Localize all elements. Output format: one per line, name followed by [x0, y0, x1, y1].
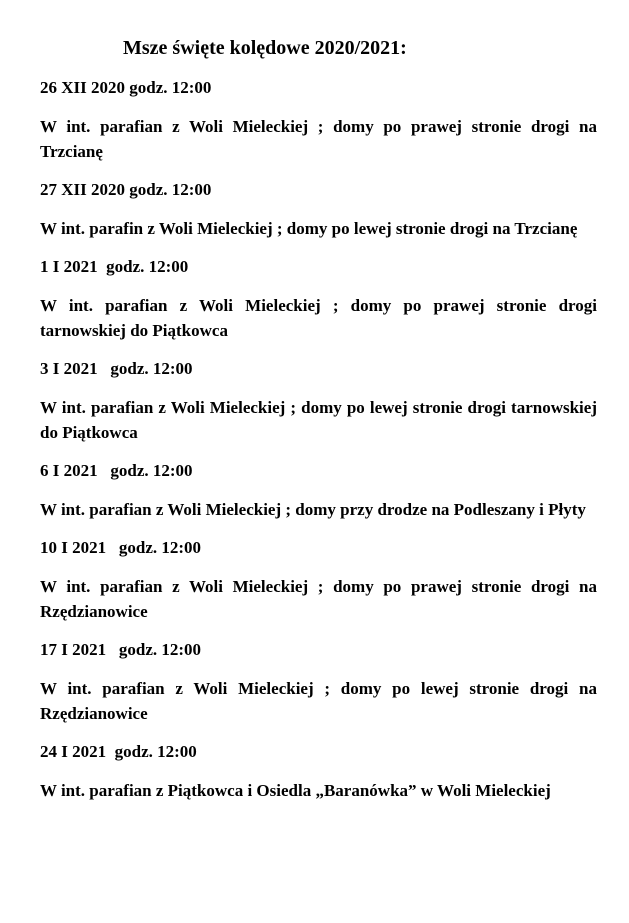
mass-intention: [40, 114, 597, 164]
mass-date: 17 I 2021 godz. 12:00: [40, 640, 202, 659]
mass-date: 27 XII 2020 godz. 12:00: [40, 180, 212, 199]
intention-line: tarnowskiej do Piątkowca: [40, 398, 597, 442]
intention-line: na Podleszany i Płyty: [431, 500, 586, 519]
intention-line: W int. parafian z Piątkowca i Osiedla „Baranówka”: [40, 781, 417, 800]
mass-intention: [40, 676, 597, 726]
intention-line: na Trzcianę: [492, 219, 578, 238]
intention-line: w Woli Mieleckiej: [420, 781, 551, 800]
intention-line: na Rzędzianowice: [40, 679, 597, 723]
mass-intention: [40, 778, 597, 803]
intention-line: na Rzędzianowice: [40, 577, 598, 621]
intention-line: W int. parafian z Woli Mieleckiej ; domy przy drodze: [40, 500, 428, 519]
mass-date: 1 I 2021 godz. 12:00: [40, 257, 189, 276]
mass-intention: [40, 574, 597, 624]
intention-line: W int. parafian z Woli Mieleckiej ; domy po prawej stronie drogi: [40, 117, 570, 136]
mass-entry: [40, 357, 597, 445]
intention-line: W int. parafin z Woli Mieleckiej ; domy po lewej stronie drogi: [40, 219, 489, 238]
intention-line: W int. parafian z Woli Mieleckiej ; domy po lewej stronie drogi: [40, 679, 569, 698]
mass-entry: [40, 255, 597, 343]
intention-line: W int. parafian z Woli Mieleckiej ; domy po prawej stronie drogi: [40, 296, 597, 315]
mass-intention: [40, 216, 597, 241]
mass-entry: [40, 459, 597, 522]
mass-entry: [40, 638, 597, 726]
mass-schedule-list: [40, 76, 597, 817]
mass-date: 26 XII 2020 godz. 12:00: [40, 78, 212, 97]
mass-entry: [40, 76, 597, 164]
mass-date: 10 I 2021 godz. 12:00: [40, 538, 202, 557]
mass-date: 24 I 2021 godz. 12:00: [40, 742, 197, 761]
mass-entry: [40, 740, 597, 803]
mass-intention: [40, 395, 597, 445]
intention-line: W int. parafian z Woli Mieleckiej ; domy po prawej stronie drogi: [40, 577, 570, 596]
intention-line: na Trzcianę: [40, 117, 598, 161]
intention-line: tarnowskiej do Piątkowca: [40, 321, 228, 340]
mass-intention: [40, 497, 597, 522]
mass-entry: [40, 536, 597, 624]
mass-intention: [40, 293, 597, 343]
mass-entry: [40, 178, 597, 241]
mass-date: 6 I 2021 godz. 12:00: [40, 461, 193, 480]
intention-line: W int. parafian z Woli Mieleckiej ; domy po lewej stronie drogi: [40, 398, 506, 417]
mass-date: 3 I 2021 godz. 12:00: [40, 359, 193, 378]
page-title: Msze święte kolędowe 2020/2021:: [123, 37, 407, 59]
